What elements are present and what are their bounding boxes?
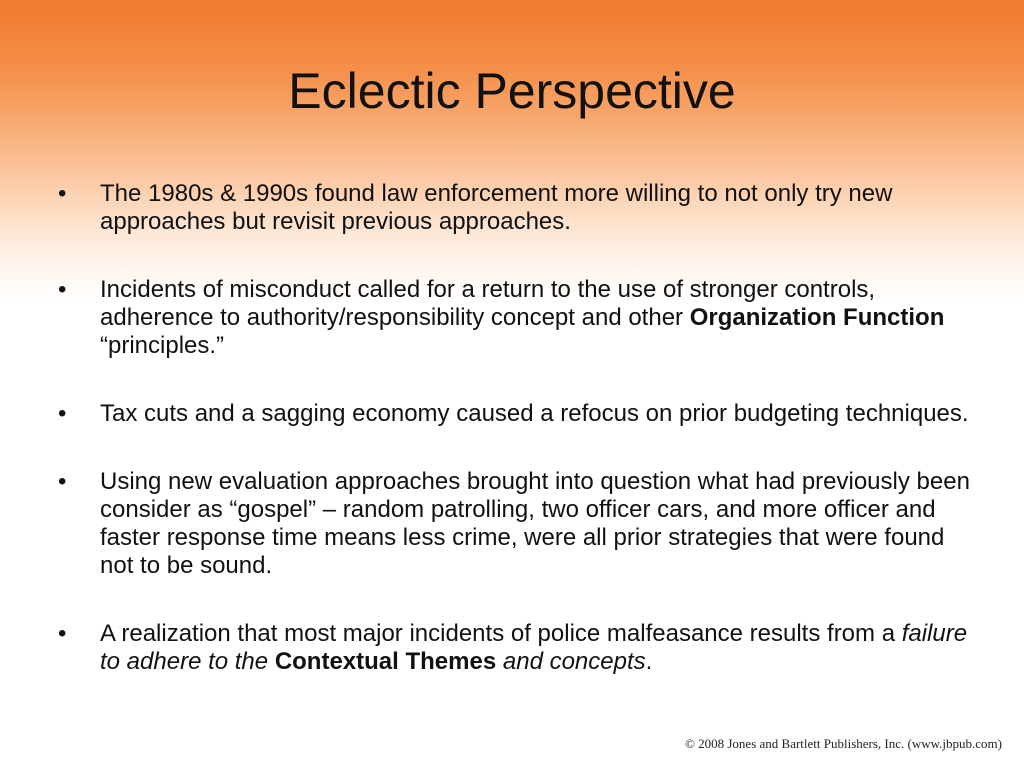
bullet-marker: • xyxy=(58,468,67,495)
bullet-text: Using new evaluation approaches brought into question what had previously been consider as “gospel” – random patrolling, two officer cars, and more officer and faster response time means less crime, were all prior strategies that were found not to be sound. xyxy=(100,468,970,579)
bullet-item xyxy=(58,620,978,676)
bullet-item xyxy=(58,276,978,360)
copyright-footer: © 2008 Jones and Bartlett Publishers, Inc. (www.jbpub.com) xyxy=(684,736,1002,751)
bullet-text-bold: Contextual Themes xyxy=(274,648,497,675)
bullet-text-italic: failure to adhere to the xyxy=(100,620,968,675)
bullet-marker: • xyxy=(58,400,67,427)
bullet-text: “principles.” xyxy=(100,332,225,359)
bullet-item xyxy=(58,180,978,236)
bullet-marker: • xyxy=(58,180,67,207)
bullet-text: The 1980s & 1990s found law enforcement more willing to not only try new approaches but revisit previous approaches. xyxy=(100,180,893,235)
bullet-text-italic: and concepts xyxy=(502,648,646,675)
bullet-text: Incidents of misconduct called for a return to the use of stronger controls, adherence to authority/responsibility concept and other xyxy=(100,276,876,331)
slide-title: Eclectic Perspective xyxy=(288,63,736,119)
bullet-text xyxy=(268,648,275,675)
bullet-list xyxy=(58,180,978,716)
bullet-text: A realization that most major incidents of police malfeasance results from a xyxy=(100,620,902,647)
bullet-text-bold: Organization Function xyxy=(689,304,945,331)
bullet-text: Tax cuts and a sagging economy caused a refocus on prior budgeting techniques. xyxy=(100,400,969,427)
bullet-text xyxy=(496,648,503,675)
bullet-marker: • xyxy=(58,620,67,647)
bullet-item xyxy=(58,400,978,428)
bullet-marker: • xyxy=(58,276,67,303)
bullet-text: . xyxy=(645,648,653,675)
bullet-item xyxy=(58,468,978,580)
